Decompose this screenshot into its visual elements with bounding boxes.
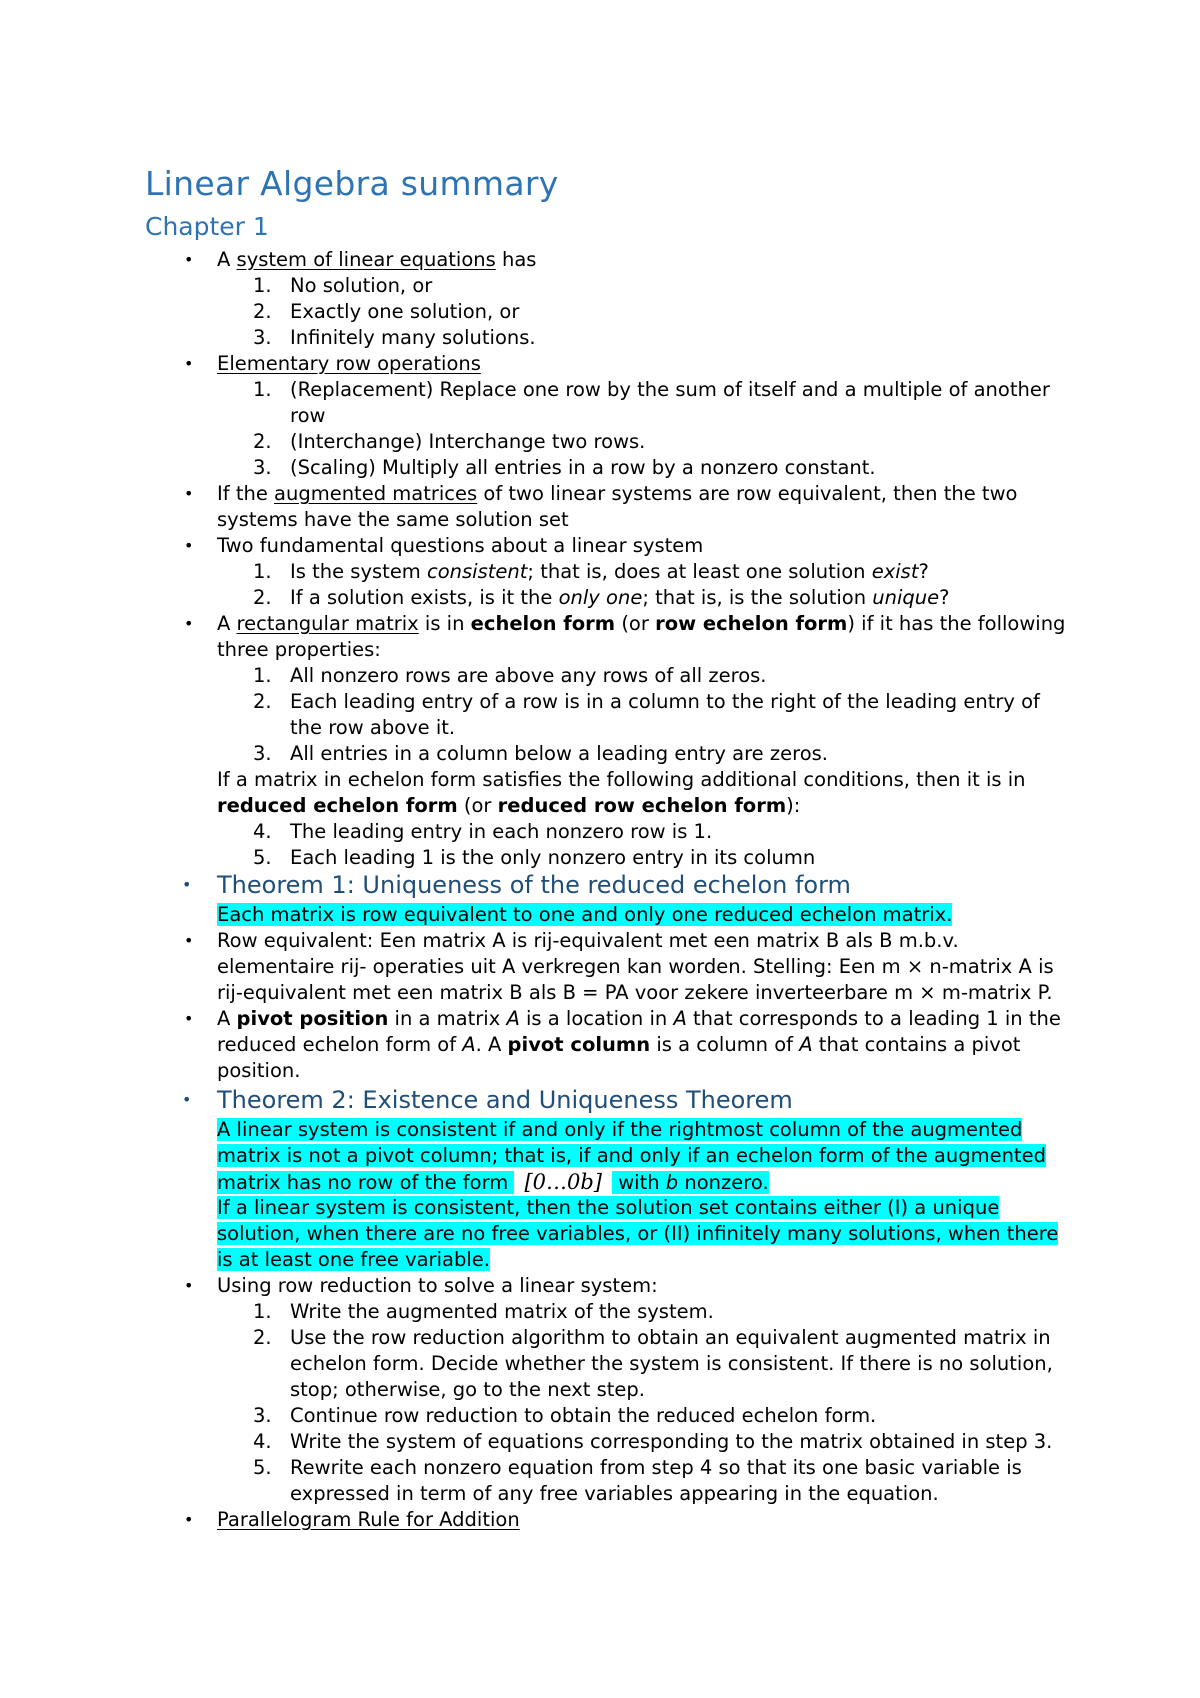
list-item: A pivot position in a matrix A is a location in A that corresponds to a leading 1 in the — [217, 1007, 1061, 1030]
theorem-statement: matrix has no row of the form [0…0b] with b nonzero. — [217, 1170, 769, 1194]
item-number: 1. — [253, 1300, 272, 1323]
paragraph: reduced echelon form (or reduced row echelon form): — [217, 794, 801, 817]
document-title: Linear Algebra summary — [145, 164, 559, 203]
list-item: (Interchange) Interchange two rows. — [290, 430, 646, 453]
list-item: row — [290, 404, 326, 427]
bullet-icon: • — [184, 1009, 194, 1028]
item-number: 1. — [253, 274, 272, 297]
underlined-term: rectangular matrix — [236, 612, 419, 635]
list-item: Write the augmented matrix of the system. — [290, 1300, 714, 1323]
list-item: Continue row reduction to obtain the reduced echelon form. — [290, 1404, 877, 1427]
list-item: the row above it. — [290, 716, 456, 739]
bullet-icon: • — [184, 354, 194, 373]
bullet-icon: • — [184, 484, 194, 503]
list-item: The leading entry in each nonzero row is 1. — [290, 820, 713, 843]
theorem-statement: Each matrix is row equivalent to one and only one reduced echelon matrix. — [217, 903, 953, 926]
list-item: systems have the same solution set — [217, 508, 569, 531]
list-item: (Replacement) Replace one row by the sum of itself and a multiple of another — [290, 378, 1050, 401]
list-item: Each leading 1 is the only nonzero entry in its column — [290, 846, 816, 869]
theorem-statement: solution, when there are no free variables, or (II) infinitely many solutions, when there — [217, 1222, 1059, 1245]
list-item: (Scaling) Multiply all entries in a row by a nonzero constant. — [290, 456, 876, 479]
theorem-statement: matrix is not a pivot column; that is, if and only if an echelon form of the augmented — [217, 1144, 1046, 1167]
list-item: Rewrite each nonzero equation from step 4 so that its one basic variable is — [290, 1456, 1022, 1479]
bullet-icon: • — [184, 250, 194, 269]
item-number: 2. — [253, 300, 272, 323]
theorem-statement: is at least one free variable. — [217, 1248, 490, 1271]
math-expression: [0…0b] — [514, 1170, 612, 1194]
underlined-term: augmented matrices — [274, 482, 478, 505]
theorem-statement: If a linear system is consistent, then the solution set contains either (I) a unique — [217, 1196, 1000, 1219]
item-number: 2. — [253, 1326, 272, 1349]
item-number: 1. — [253, 560, 272, 583]
list-item: Is the system consistent; that is, does at least one solution exist? — [290, 560, 929, 583]
paragraph: If a matrix in echelon form satisfies the following additional conditions, then it is in — [217, 768, 1026, 791]
item-number: 2. — [253, 586, 272, 609]
list-item: three properties: — [217, 638, 381, 661]
list-item: All nonzero rows are above any rows of all zeros. — [290, 664, 767, 687]
list-item: Exactly one solution, or — [290, 300, 520, 323]
list-item: Two fundamental questions about a linear system — [217, 534, 704, 557]
list-item: Each leading entry of a row is in a column to the right of the leading entry of — [290, 690, 1040, 713]
item-number: 2. — [253, 430, 272, 453]
list-item: Use the row reduction algorithm to obtain an equivalent augmented matrix in — [290, 1326, 1051, 1349]
list-item: echelon form. Decide whether the system is consistent. If there is no solution, — [290, 1352, 1053, 1375]
underlined-term: Parallelogram Rule for Addition — [217, 1508, 520, 1531]
bullet-icon: • — [184, 1276, 194, 1295]
item-number: 1. — [253, 664, 272, 687]
underlined-term: Elementary row operations — [217, 352, 481, 375]
theorem-heading: Theorem 1: Uniqueness of the reduced echelon form — [217, 871, 851, 899]
list-item: Row equivalent: Een matrix A is rij-equivalent met een matrix B als B m.b.v. — [217, 929, 959, 952]
theorem-heading: Theorem 2: Existence and Uniqueness Theorem — [217, 1086, 793, 1114]
item-number: 2. — [253, 690, 272, 713]
list-item: No solution, or — [290, 274, 433, 297]
bullet-icon: • — [184, 614, 194, 633]
item-number: 3. — [253, 1404, 272, 1427]
item-number: 4. — [253, 1430, 272, 1453]
list-item: Infinitely many solutions. — [290, 326, 536, 349]
bullet-icon: • — [184, 1510, 194, 1529]
list-item — [217, 1507, 520, 1533]
bullet-icon: • — [182, 1090, 192, 1109]
list-item: A rectangular matrix is in echelon form (or row echelon form) if it has the following — [217, 612, 1066, 635]
theorem-statement: A linear system is consistent if and only if the rightmost column of the augmented — [217, 1118, 1023, 1141]
underlined-term: system of linear equations — [236, 248, 496, 271]
list-item: If a solution exists, is it the only one; that is, is the solution unique? — [290, 586, 950, 609]
list-item: reduced echelon form of A. A pivot column is a column of A that contains a pivot — [217, 1033, 1021, 1056]
list-item: A system of linear equations has — [217, 248, 537, 271]
bullet-icon: • — [182, 875, 192, 894]
item-number: 5. — [253, 846, 272, 869]
list-item: Using row reduction to solve a linear system: — [217, 1274, 658, 1297]
list-item: Write the system of equations corresponding to the matrix obtained in step 3. — [290, 1430, 1053, 1453]
list-item — [217, 351, 481, 377]
list-item: All entries in a column below a leading entry are zeros. — [290, 742, 828, 765]
item-number: 3. — [253, 326, 272, 349]
list-item: If the augmented matrices of two linear systems are row equivalent, then the two — [217, 482, 1018, 505]
item-number: 4. — [253, 820, 272, 843]
list-item: elementaire rij- operaties uit A verkregen kan worden. Stelling: Een m × n-matrix A is — [217, 955, 1054, 978]
item-number: 3. — [253, 456, 272, 479]
list-item: expressed in term of any free variables appearing in the equation. — [290, 1482, 939, 1505]
item-number: 5. — [253, 1456, 272, 1479]
list-item: stop; otherwise, go to the next step. — [290, 1378, 646, 1401]
bullet-icon: • — [184, 931, 194, 950]
item-number: 1. — [253, 378, 272, 401]
chapter-heading: Chapter 1 — [145, 212, 269, 241]
list-item: position. — [217, 1059, 301, 1082]
list-item: rij-equivalent met een matrix B als B = PA voor zekere inverteerbare m × m-matrix P. — [217, 981, 1053, 1004]
item-number: 3. — [253, 742, 272, 765]
bullet-icon: • — [184, 536, 194, 555]
